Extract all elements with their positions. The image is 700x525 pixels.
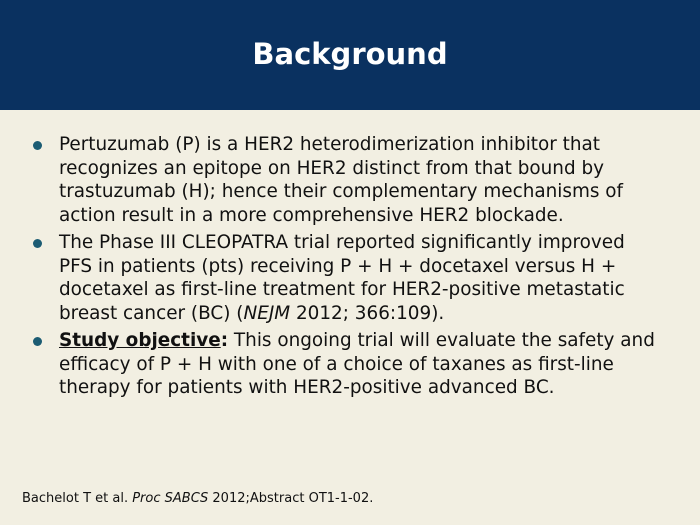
- bullet-item: [0, 329, 700, 400]
- bullet-text: Pertuzumab (P) is a HER2 heterodimerization inhibitor that recognizes an epitope on HER2 distinct from that bound by trastuzumab (H); hence their complementary mechanisms of action result in a more comprehensive HER2 blockade.: [59, 134, 624, 226]
- bullet-text-end: 2012; 366:109).: [290, 302, 445, 324]
- slide-title: Background: [252, 37, 448, 71]
- bullet-text: This ongoing trial will evaluate the safety and efficacy of P + H with one of a choice of taxanes as first-line therapy for patients with HER2-positive advanced BC.: [59, 330, 655, 398]
- study-objective-label: Study objective: [59, 330, 221, 351]
- bullet-text: The Phase III CLEOPATRA trial reported significantly improved PFS in patients (pts) receiving P + H + docetaxel versus H + docetaxel as first-line treatment for HER2-positive metastatic breast cancer (BC) (: [59, 232, 625, 324]
- citation-details: 2012;Abstract OT1-1-02.: [208, 491, 374, 506]
- bullet-list: [0, 133, 700, 404]
- citation-journal: Proc SABCS: [132, 491, 209, 506]
- citation-authors: Bachelot T et al.: [22, 491, 133, 506]
- bullet-item: [0, 133, 700, 227]
- bullet-item: [0, 231, 700, 325]
- slide-header: [0, 0, 700, 110]
- bullet-dot-icon: [33, 239, 42, 248]
- study-objective-colon: :: [220, 330, 229, 351]
- citation: [22, 491, 373, 506]
- bullet-dot-icon: [33, 141, 42, 150]
- journal-name: NEJM: [243, 302, 291, 324]
- bullet-dot-icon: [33, 337, 42, 346]
